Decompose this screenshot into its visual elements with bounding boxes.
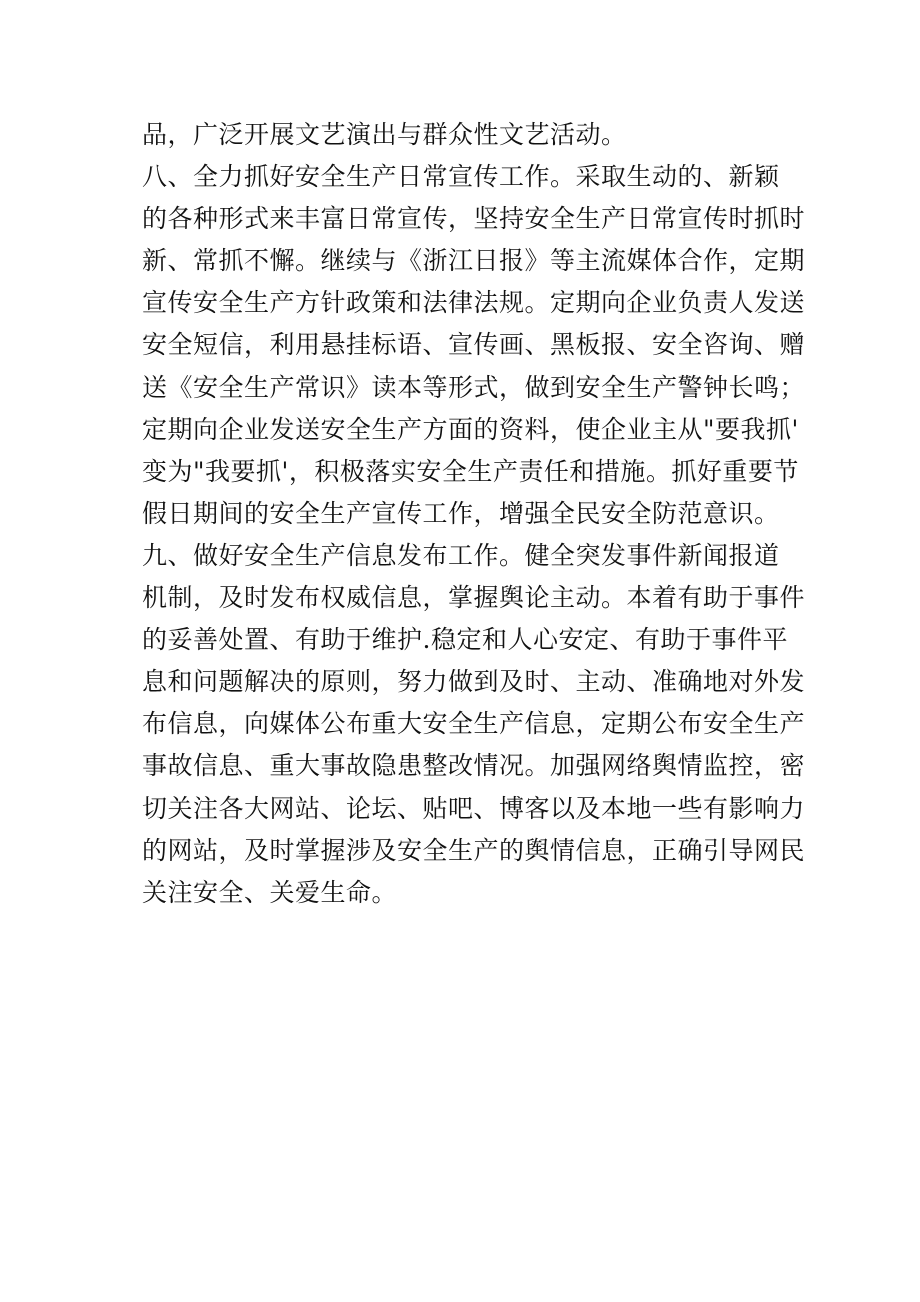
- text-line: 变为"我要抓'，积极落实安全生产责任和措施。抓好重要节: [142, 456, 799, 486]
- text-line: 品，广泛开展文艺演出与群众性文艺活动。: [142, 120, 627, 149]
- text-line: 八、全力抓好安全生产日常宣传工作。采取生动的、新颖: [142, 162, 780, 192]
- text-line: 关注安全、关爱生命。: [142, 877, 398, 907]
- text-line: 的妥善处置、有助于维护.稳定和人心安定、有助于事件平: [142, 625, 788, 655]
- text-line: 的网站，及时掌握涉及安全生产的舆情信息，正确引导网民: [142, 835, 806, 865]
- text-line: 宣传安全生产方针政策和法律法规。定期向企业负责人发送: [142, 288, 806, 318]
- text-line: 的各种形式来丰富日常宣传，坚持安全生产日常宣传时抓时: [142, 204, 806, 234]
- body-text: [142, 114, 806, 914]
- text-line: 假日期间的安全生产宣传工作，增强全民安全防范意识。: [142, 498, 780, 528]
- text-line: 切关注各大网站、论坛、贴吧、博客以及本地一些有影响力: [142, 793, 806, 823]
- text-line: 布信息，向媒体公布重大安全生产信息，定期公布安全生产: [142, 709, 806, 739]
- text-line: 安全短信，利用悬挂标语、宣传画、黑板报、安全咨询、赠: [142, 330, 806, 360]
- text-line: 送《安全生产常识》读本等形式，做到安全生产警钟长鸣；: [142, 372, 806, 402]
- text-line: 九、做好安全生产信息发布工作。健全突发事件新闻报道: [142, 540, 780, 570]
- text-line: 事故信息、重大事故隐患整改情况。加强网络舆情监控，密: [142, 751, 806, 781]
- text-line: 新、常抓不懈。继续与《浙江日报》等主流媒体合作，定期: [142, 246, 806, 276]
- text-line: 机制，及时发布权威信息，掌握舆论主动。本着有助于事件: [142, 583, 806, 613]
- text-line: 息和问题解决的原则，努力做到及时、主动、准确地对外发: [142, 667, 806, 697]
- text-line: 定期向企业发送安全生产方面的资料，使企业主从"要我抓': [142, 414, 799, 444]
